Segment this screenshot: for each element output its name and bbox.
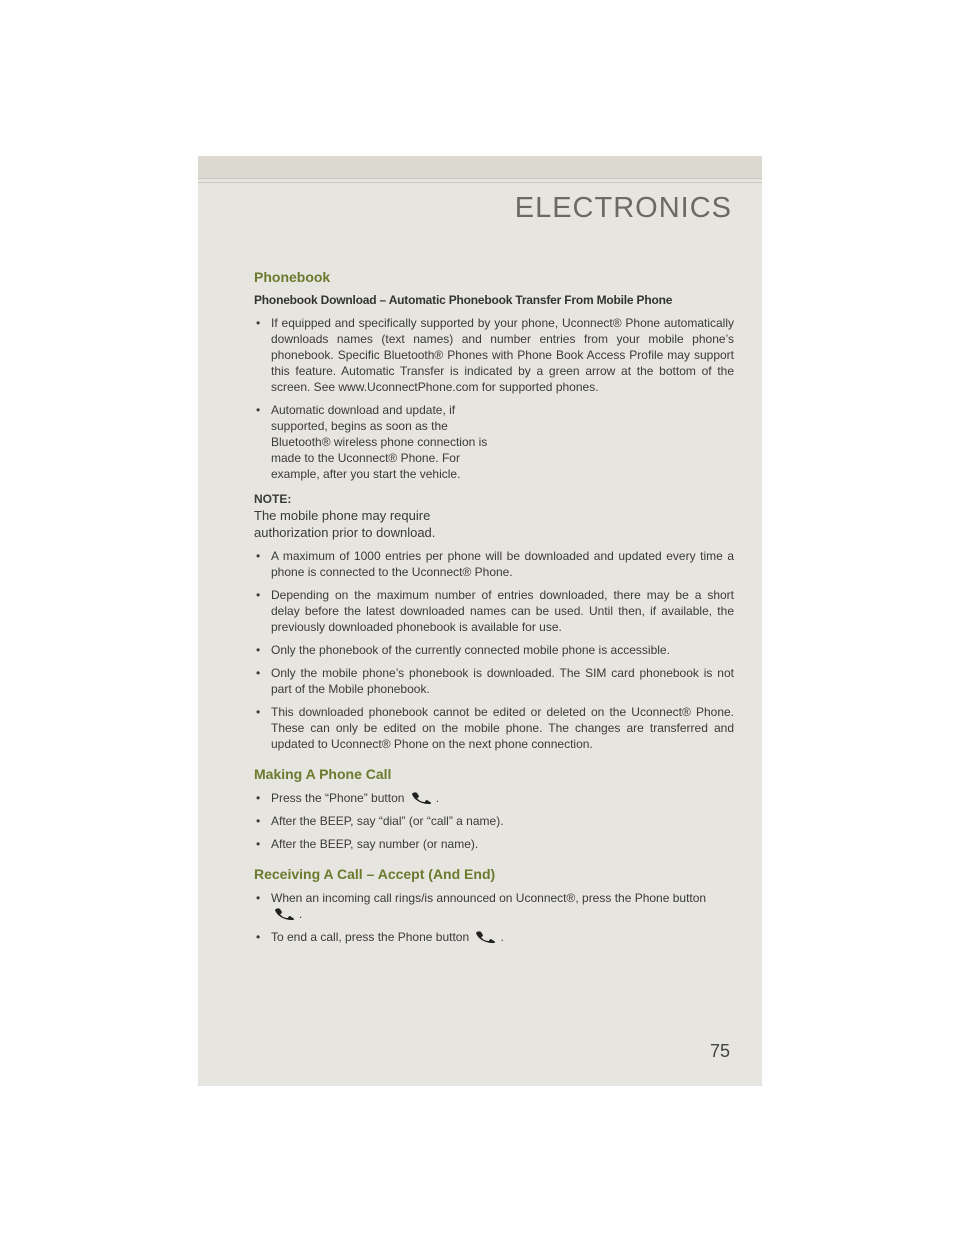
bullet-marker: • xyxy=(256,705,261,719)
bullet-marker: • xyxy=(256,316,261,330)
list-item-text: When an incoming call rings/is announced on Uconnect®, press the Phone button xyxy=(271,891,707,905)
list-item xyxy=(254,548,734,580)
phone-handset-icon xyxy=(474,930,498,944)
list-item xyxy=(254,890,734,922)
list-item-text: Press the “Phone” button xyxy=(271,791,405,805)
section-heading-receiving-call: Receiving A Call – Accept (And End) xyxy=(254,866,496,882)
list-item-text: A maximum of 1000 entries per phone will be downloaded and updated every time a phone is connected to the Uconnect® Phone. xyxy=(271,549,734,579)
list-item xyxy=(254,315,734,395)
header-rule-bottom xyxy=(198,182,762,183)
list-item-text: Automatic download and update, if supported, begins as soon as the Bluetooth® wireless phone connection is made to the Uconnect® Phone. For example, after you start the vehicle. xyxy=(271,403,488,481)
section-heading-phonebook: Phonebook xyxy=(254,269,331,285)
page-content xyxy=(254,269,734,952)
list-item-text: This downloaded phonebook cannot be edited or deleted on the Uconnect® Phone. These can only be edited on the mobile phone. The changes are transferred and updated to Uconnect® Phone on the next phone connection. xyxy=(271,705,734,751)
list-item xyxy=(254,790,734,806)
list-item xyxy=(254,813,734,829)
list-item-text: If equipped and specifically supported by your phone, Uconnect® Phone automatically downloads names (text names) and number entries from your mobile phone’s phonebook. Specific Bluetooth® Phones with Phone Book Access Profile may support this feature. Automatic Transfer is indicated by a green arrow at the bottom of the screen. See www.UconnectPhone.com for supported phones. xyxy=(271,316,734,394)
bullet-marker: • xyxy=(256,930,261,944)
bullet-marker: • xyxy=(256,814,261,828)
bullet-marker: • xyxy=(256,403,261,417)
chapter-title: ELECTRONICS xyxy=(514,192,732,224)
list-item-text: Depending on the maximum number of entries downloaded, there may be a short delay before the latest downloaded names can be used. Until then, if available, the previously downloaded phonebook is available for use. xyxy=(271,588,734,634)
list-item xyxy=(254,642,734,658)
sentence-period: . xyxy=(500,930,504,944)
list-item xyxy=(254,929,734,945)
list-item xyxy=(254,587,734,635)
list-item xyxy=(254,402,503,482)
page-number: 75 xyxy=(709,1041,730,1061)
list-item-text: After the BEEP, say number (or name). xyxy=(271,837,479,851)
header-band xyxy=(198,156,762,178)
phone-handset-icon xyxy=(273,907,297,921)
bullet-marker: • xyxy=(256,588,261,602)
header-rule-top xyxy=(198,178,762,179)
note-text: The mobile phone may require authorization prior to download. xyxy=(254,508,436,540)
sentence-period: . xyxy=(299,907,303,921)
section-heading-making-call: Making A Phone Call xyxy=(254,766,392,782)
bullet-marker: • xyxy=(256,837,261,851)
list-item xyxy=(254,665,734,697)
list-item xyxy=(254,704,734,752)
list-item xyxy=(254,836,734,852)
phone-handset-icon xyxy=(410,791,434,805)
list-item-text: After the BEEP, say “dial” (or “call” a name). xyxy=(271,814,504,828)
sentence-period: . xyxy=(435,791,440,805)
bullet-marker: • xyxy=(256,891,261,905)
list-item-text: Only the mobile phone’s phonebook is downloaded. The SIM card phonebook is not part of the Mobile phonebook. xyxy=(271,666,734,696)
bullet-marker: • xyxy=(256,666,261,680)
bullet-marker: • xyxy=(256,549,261,563)
manual-page xyxy=(198,156,762,1086)
bullet-marker: • xyxy=(256,643,261,657)
list-item-text: To end a call, press the Phone button xyxy=(271,930,470,944)
note-label: NOTE: xyxy=(254,492,292,506)
subheading-phonebook-download: Phonebook Download – Automatic Phonebook Transfer From Mobile Phone xyxy=(254,293,673,307)
bullet-marker: • xyxy=(256,791,261,805)
list-item-text: Only the phonebook of the currently connected mobile phone is accessible. xyxy=(271,643,670,657)
